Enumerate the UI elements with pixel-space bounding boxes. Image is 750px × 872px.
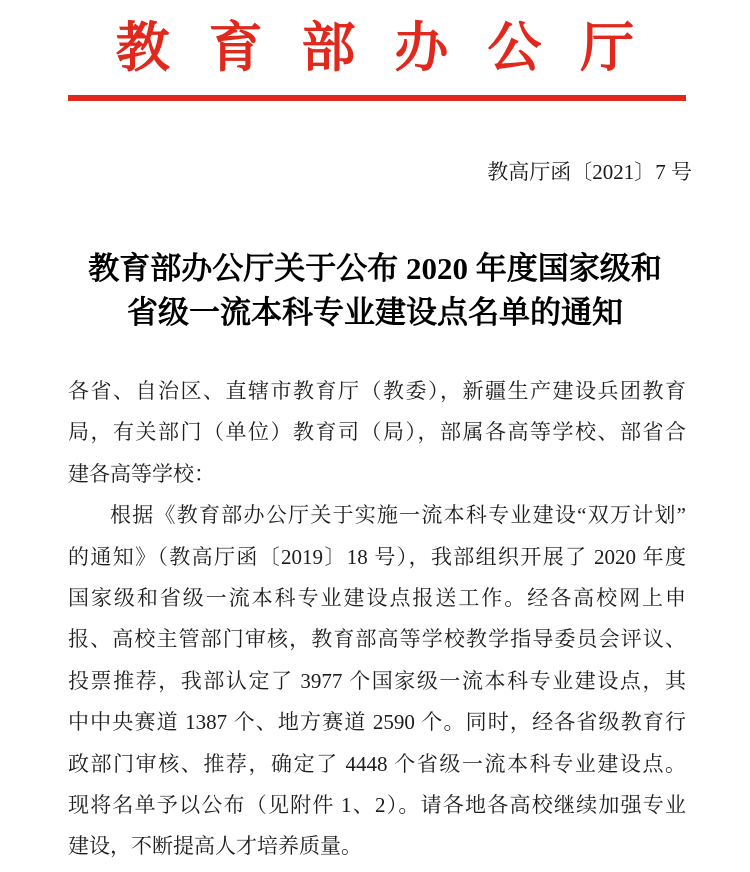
doc-title [0,247,750,335]
salutation-line: 各省、自治区、直辖市教育厅（教委），新疆生产建设兵团教育 [68,379,686,403]
body-line: 国家级和省级一流本科专业建设点报送工作。经各高校网上申 [68,585,686,610]
doc-body [68,371,686,868]
body-line: 建设，不断提高人才培养质量。 [68,834,362,859]
letterhead-org-name: 教育部办公厅 [115,18,674,78]
salutation-line: 建各高等学校： [68,461,215,486]
doc-number: 教高厅函〔2021〕7 号 [487,160,692,184]
body-line: 根据《教育部办公厅关于实施一流本科专业建设“双万计划” [110,503,686,528]
body-line: 报、高校主管部门审核，教育部高等学校教学指导委员会评议、 [68,627,686,652]
doc-title-line-2: 省级一流本科专业建设点名单的通知 [127,295,623,330]
body-line: 的通知》（教高厅函〔2019〕18 号），我部组织开展了 2020 年度 [68,544,686,569]
letterhead-divider [68,95,686,101]
doc-title-line-1: 教育部办公厅关于公布 2020 年度国家级和 [88,251,662,286]
body-line: 政部门审核、推荐，确定了 4448 个省级一流本科专业建设点。 [68,751,686,776]
body-line: 现将名单予以公布（见附件 1、2）。请各地各高校继续加强专业 [68,792,686,817]
salutation-line: 局，有关部门（单位）教育司（局），部属各高等学校、部省合 [68,420,686,445]
body-line: 中中央赛道 1387 个、地方赛道 2590 个。同时，经各省级教育行 [68,710,686,735]
body-line: 投票推荐，我部认定了 3977 个国家级一流本科专业建设点，其 [68,668,686,693]
